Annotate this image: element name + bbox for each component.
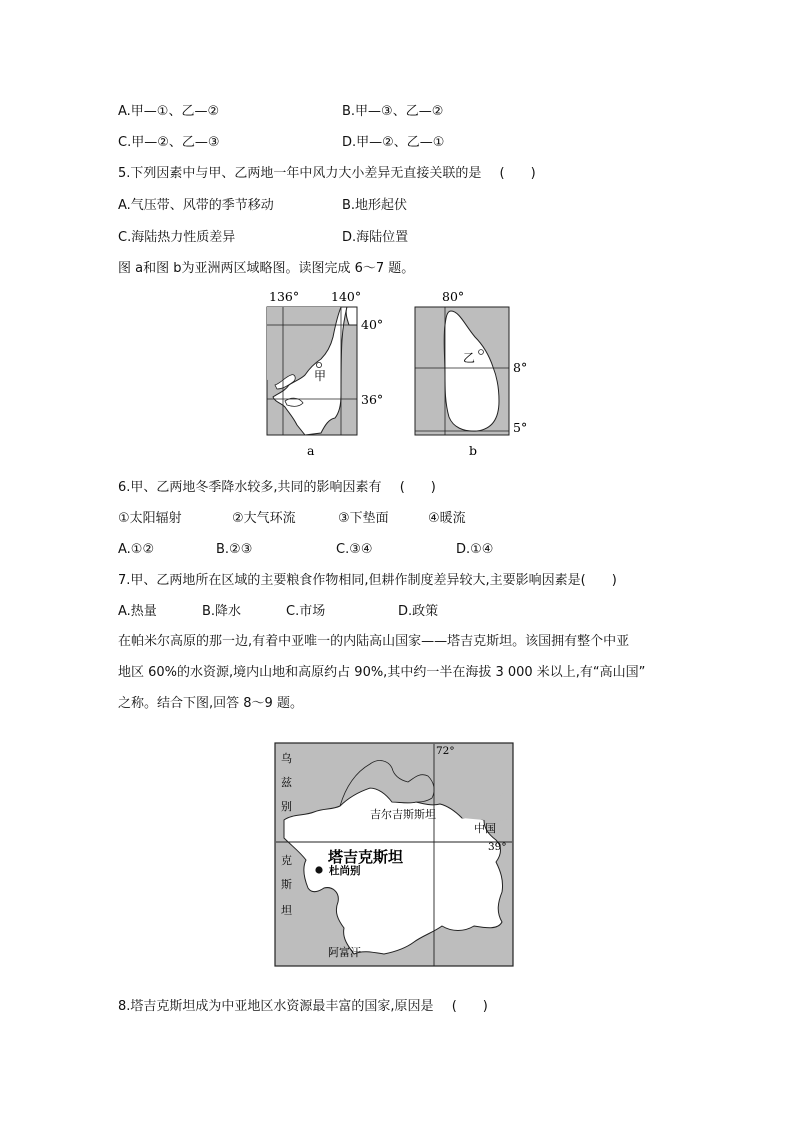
uzbek-label-5: 斯 xyxy=(281,878,292,891)
tajikistan-map xyxy=(274,742,514,968)
map-a-lat-40: 40° xyxy=(361,317,384,332)
q7-option-c: C.市场 xyxy=(286,604,326,619)
afghanistan-label: 阿富汗 xyxy=(328,946,361,959)
uzbek-label-2: 兹 xyxy=(281,776,292,789)
q4-option-a: A.甲—①、乙—② xyxy=(118,104,220,119)
q5-stem-text: 5.下列因素中与甲、乙两地一年中风力大小差异无直接关联的是 xyxy=(118,166,482,181)
map-b xyxy=(415,289,527,458)
map-b-caption: b xyxy=(469,443,478,458)
q6-option-d: D.①④ xyxy=(456,542,494,557)
china-label: 中国 xyxy=(474,822,496,835)
uzbek-label-1: 乌 xyxy=(281,752,292,765)
q7-stem: 7.甲、乙两地所在区域的主要粮食作物相同,但耕作制度差异较大,主要影响因素是( ) xyxy=(118,573,617,588)
dushanbe-label: 杜尚别 xyxy=(329,865,361,877)
tajik-map-lat-39: 39° xyxy=(488,841,507,853)
q7-option-d: D.政策 xyxy=(398,604,439,619)
uzbek-label-4: 克 xyxy=(281,854,292,867)
intro-6-7: 图 a和图 b为亚洲两区域略图。读图完成 6～7 题。 xyxy=(118,261,415,276)
q5-option-c: C.海陆热力性质差异 xyxy=(118,230,236,245)
map-a-place-label: 甲 xyxy=(314,369,327,383)
map-b-lon-80: 80° xyxy=(442,289,465,304)
map-a xyxy=(267,289,383,458)
uzbek-label-6: 坦 xyxy=(281,904,292,917)
q5-option-b: B.地形起伏 xyxy=(342,198,408,213)
q8-stem xyxy=(118,998,488,1016)
q6-item-3: ③下垫面 xyxy=(338,511,389,526)
q5-option-a: A.气压带、风带的季节移动 xyxy=(118,198,274,213)
q6-stem xyxy=(118,479,436,497)
map-b-lat-5: 5° xyxy=(513,420,528,435)
intro-8-9-line-1: 在帕米尔高原的那一边,有着中亚唯一的内陆高山国家——塔吉克斯坦。该国拥有整个中亚 xyxy=(118,634,630,649)
capital-marker xyxy=(315,866,322,873)
q6-item-4: ④暖流 xyxy=(428,511,466,526)
intro-8-9-line-2: 地区 60%的水资源,境内山地和高原约占 90%,其中约一半在海拔 3 000 米以上,有“高山国” xyxy=(118,665,646,680)
q6-option-c: C.③④ xyxy=(336,542,373,557)
map-a-lon-136: 136° xyxy=(269,289,300,304)
map-a-caption: a xyxy=(307,443,315,458)
kyrgyzstan-label: 吉尔吉斯斯坦 xyxy=(370,808,436,821)
q6-item-2: ②大气环流 xyxy=(232,511,296,526)
q4-option-c: C.甲—②、乙—③ xyxy=(118,135,220,150)
uzbek-label-3: 别 xyxy=(281,800,292,813)
map-a-lat-36: 36° xyxy=(361,392,384,407)
q8-stem-text: 8.塔吉克斯坦成为中亚地区水资源最丰富的国家,原因是 xyxy=(118,999,434,1014)
q6-item-1: ①太阳辐射 xyxy=(118,511,182,526)
q6-option-b: B.②③ xyxy=(216,542,253,557)
q5-option-d: D.海陆位置 xyxy=(342,230,409,245)
map-b-lat-8: 8° xyxy=(513,360,528,375)
q7-option-b: B.降水 xyxy=(202,604,242,619)
figure-ab xyxy=(255,285,535,460)
q7-option-a: A.热量 xyxy=(118,604,157,619)
intro-8-9-line-3: 之称。结合下图,回答 8～9 题。 xyxy=(118,696,303,711)
q5-stem xyxy=(118,165,536,183)
q4-option-b: B.甲—③、乙—② xyxy=(342,104,444,119)
q5-answer-paren: ( ) xyxy=(499,166,536,181)
q6-option-a: A.①② xyxy=(118,542,155,557)
tajikistan-label: 塔吉克斯坦 xyxy=(328,848,404,866)
intro-8-9 xyxy=(118,626,688,719)
q6-stem-text: 6.甲、乙两地冬季降水较多,共同的影响因素有 xyxy=(118,480,382,495)
q8-answer-paren: ( ) xyxy=(451,999,488,1014)
q4-option-d: D.甲—②、乙—① xyxy=(342,135,445,150)
tajik-map-lon-72: 72° xyxy=(436,745,455,757)
map-b-place-label: 乙 xyxy=(463,351,476,365)
map-a-lon-140: 140° xyxy=(331,289,362,304)
q6-answer-paren: ( ) xyxy=(399,480,436,495)
